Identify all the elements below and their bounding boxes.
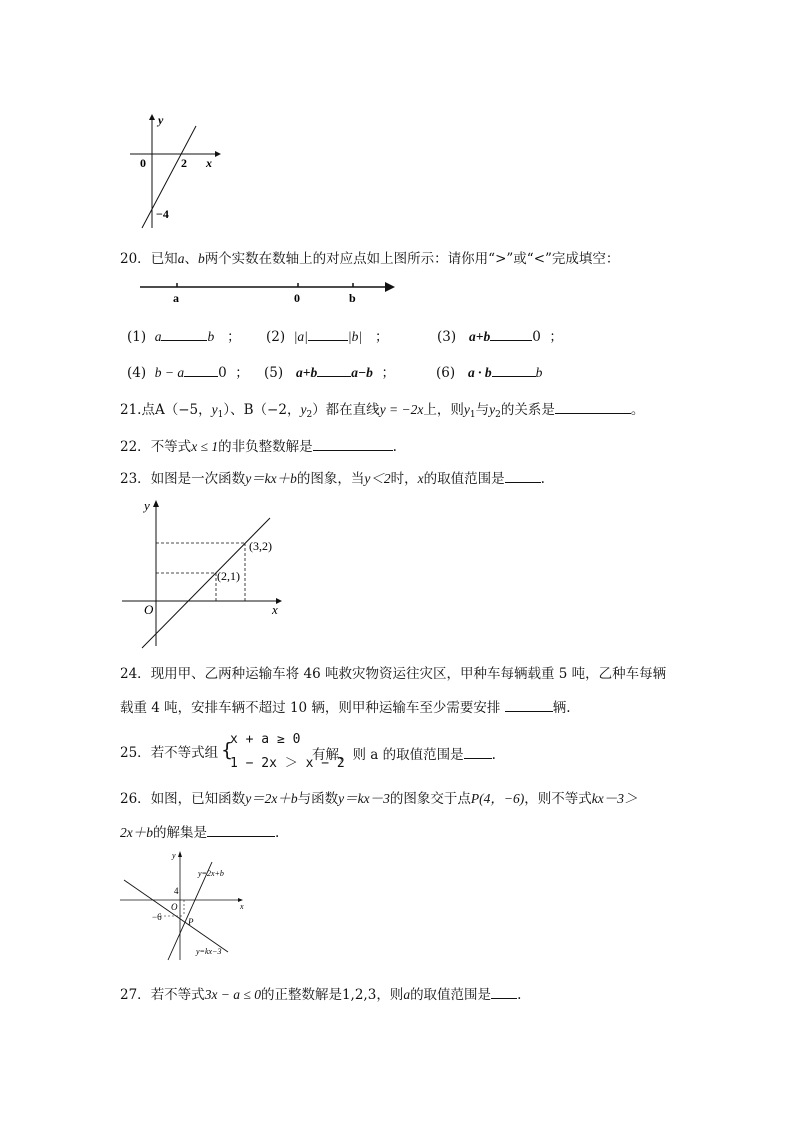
- part-num: (6): [436, 365, 456, 381]
- q20-stem: [120, 250, 619, 268]
- part-lhs: a: [154, 329, 162, 344]
- q26-tick-4: 4: [174, 886, 179, 896]
- q22-stem: [120, 436, 397, 456]
- q23-var: x: [417, 471, 424, 486]
- part-end: ；: [549, 329, 563, 345]
- answer-blank[interactable]: [492, 362, 536, 377]
- q23-point-1: (2,1): [217, 569, 240, 583]
- q23-y-label: y: [144, 498, 150, 513]
- q21-text: 的关系是: [500, 402, 555, 418]
- q25-stem-2: [312, 744, 496, 764]
- q23-text: 的取值范围是: [423, 471, 505, 487]
- q26-text: ，则不等式: [524, 791, 592, 807]
- q26-label-line-1: y=2x+b: [198, 869, 224, 878]
- q23-number: 23．: [120, 471, 151, 487]
- q26-end: .: [275, 825, 280, 841]
- q23-text: 的图象，当: [296, 471, 365, 487]
- q20-var-a: a: [177, 251, 185, 266]
- q21-text: ）都在直线: [312, 402, 380, 418]
- q21-var: y: [300, 402, 307, 417]
- q20-part-5: [264, 362, 395, 382]
- q26-y-label: y: [172, 851, 176, 860]
- q26-text: 与函数: [297, 791, 339, 807]
- q20-part-4: [127, 362, 249, 382]
- q23-x-label: x: [272, 602, 278, 617]
- part-end: ；: [374, 329, 389, 345]
- q26-line-1: [120, 790, 638, 808]
- q26-text: 的解集是: [153, 825, 207, 841]
- q20-part-3: [437, 326, 563, 346]
- q25-answer-blank[interactable]: [464, 744, 492, 759]
- answer-blank[interactable]: [308, 326, 348, 341]
- part-lhs: b − a: [154, 365, 185, 380]
- q21-sub: 1: [217, 410, 224, 420]
- q26-text: 的图象交于点: [389, 791, 471, 807]
- q20-sep: 、: [184, 251, 198, 267]
- q27-solutions: 1,2,3: [341, 987, 377, 1003]
- q27-text: ，则: [376, 987, 404, 1003]
- q20-text-1: 已知: [150, 251, 178, 267]
- q26-function-1: y＝2x＋b: [245, 791, 298, 806]
- q21-var: y: [211, 402, 218, 417]
- q21-text: ）、B（−2，: [223, 402, 301, 418]
- q23-condition: y＜2: [364, 471, 391, 486]
- part-rhs: 0: [532, 329, 541, 345]
- q26-answer-blank[interactable]: [207, 822, 275, 837]
- q24-line-1: [120, 665, 666, 683]
- fig19-y-label: y: [158, 113, 164, 127]
- q25-end: .: [491, 747, 496, 763]
- part-lhs: a+b: [469, 329, 491, 344]
- q22-number: 22．: [120, 439, 151, 455]
- fig19-x-intercept: 2: [181, 156, 187, 170]
- q21-var: y: [489, 402, 496, 417]
- answer-blank[interactable]: [317, 362, 351, 377]
- q27-text: 的正整数解是: [260, 987, 342, 1003]
- q27-number: 27．: [120, 987, 151, 1003]
- label-b: b: [349, 291, 356, 305]
- q27-end: .: [517, 987, 522, 1003]
- part-num: (3): [437, 329, 457, 345]
- part-end: ；: [381, 365, 395, 381]
- q21-stem: [120, 399, 644, 424]
- q26-inequality: 2x＋b: [120, 825, 153, 840]
- fig19-y-intercept: −4: [156, 207, 169, 221]
- part-lhs: a · b: [468, 365, 492, 380]
- fig19-x-label: x: [206, 156, 212, 170]
- q24-text: 辆.: [552, 700, 571, 716]
- q26-point-p: P: [188, 917, 194, 927]
- fig19-graph: [120, 112, 230, 232]
- q22-inequality: x ≤ 1: [191, 439, 219, 454]
- q27-var-a: a: [403, 987, 411, 1002]
- fig19-line: [142, 126, 196, 228]
- part-num: (5): [264, 365, 284, 381]
- q21-equation: y = −2x: [379, 402, 424, 417]
- q20-text-2: 两个实数在数轴上的对应点如上图所示：请你用“>”或“<”完成填空：: [204, 251, 620, 267]
- part-rhs: |b|: [347, 329, 363, 344]
- q26-inequality: kx－3＞: [591, 791, 638, 806]
- part-num: (2): [266, 329, 286, 345]
- q26-number: 26．: [120, 791, 151, 807]
- q25-text: 有解，则 a 的取值范围是: [312, 747, 464, 763]
- part-num: (1): [127, 329, 147, 345]
- q21-var: y: [463, 402, 470, 417]
- q22-end: .: [392, 439, 397, 455]
- q26-line-2: [120, 822, 279, 842]
- part-rhs: 0: [218, 365, 227, 381]
- q23-answer-blank[interactable]: [505, 468, 541, 483]
- q27-text: 的取值范围是: [410, 987, 492, 1003]
- q27-text: 若不等式: [150, 987, 205, 1003]
- q20-var-b: b: [197, 251, 205, 266]
- q26-origin: O: [171, 902, 178, 912]
- q20-part-6: [436, 362, 542, 382]
- answer-blank[interactable]: [184, 362, 218, 377]
- q24-text: 现用甲、乙两种运输车将 46 吨救灾物资运往灾区，甲种车每辆载重 5 吨，乙种车每辆: [150, 666, 667, 682]
- q23-text: 如图是一次函数: [150, 471, 246, 487]
- q23-end: .: [540, 471, 545, 487]
- q26-tick-minus6: −6: [152, 912, 162, 922]
- part-lhs: a+b: [296, 365, 318, 380]
- q21-end: 。: [630, 402, 645, 418]
- q23-function: y＝kx＋b: [245, 471, 297, 486]
- q23-stem: [120, 468, 545, 488]
- q21-sub: 2: [495, 410, 501, 420]
- part-end: ；: [227, 329, 241, 345]
- q24-answer-blank[interactable]: [505, 697, 553, 712]
- q23-graph: [118, 496, 288, 651]
- label-a: a: [173, 291, 179, 305]
- q22-text: 不等式: [150, 439, 192, 455]
- q25-stem-1: [120, 744, 218, 762]
- q26-point: P(4，−6): [470, 791, 525, 806]
- q21-sub: 1: [469, 410, 476, 420]
- q24-line-2: [120, 697, 571, 717]
- q23-origin: O: [144, 602, 154, 617]
- part-end: ；: [235, 365, 249, 381]
- answer-blank[interactable]: [161, 326, 207, 341]
- q25-text: 若不等式组: [150, 745, 219, 761]
- q20-part-2: [266, 326, 388, 346]
- q25-number: 25．: [120, 745, 151, 761]
- q21-sub: 2: [306, 410, 313, 420]
- q25-row-2: 1 − 2x ＞ x − 2: [230, 756, 345, 771]
- q20-number-line: [135, 278, 405, 308]
- q23-text: 时，: [390, 471, 418, 487]
- q21-text: 上，则: [423, 402, 464, 418]
- part-num: (4): [127, 365, 147, 381]
- q24-number: 24．: [120, 666, 151, 682]
- q25-brace: {: [221, 739, 234, 761]
- q21-text: 与: [475, 402, 490, 418]
- q27-inequality: 3x − a ≤ 0: [204, 987, 261, 1002]
- q26-label-line-2: y=kx−3: [196, 947, 222, 956]
- q23-point-2: (3,2): [249, 539, 272, 553]
- q25-row-1: x + a ≥ 0: [230, 732, 301, 747]
- q22-text: 的非负整数解是: [218, 439, 313, 455]
- q26-function-2: y＝kx－3: [338, 791, 390, 806]
- part-lhs: |a|: [293, 329, 308, 344]
- label-zero: 0: [294, 291, 300, 305]
- fig19-origin: 0: [140, 156, 146, 170]
- q26-x-label: x: [240, 902, 244, 911]
- part-rhs: b: [207, 329, 215, 344]
- number-line-arrow: [385, 282, 395, 292]
- q27-answer-blank[interactable]: [491, 984, 517, 999]
- q23-line: [142, 518, 270, 648]
- q21-text: 点A（−5，: [141, 402, 212, 418]
- answer-blank[interactable]: [490, 326, 532, 341]
- q27-stem: [120, 984, 521, 1004]
- part-rhs: a−b: [351, 365, 373, 380]
- part-rhs: b: [535, 365, 543, 380]
- q26-text: 如图，已知函数: [150, 791, 246, 807]
- q21-answer-blank[interactable]: [555, 399, 631, 414]
- q26-graph: [116, 848, 256, 968]
- q20-number: 20．: [120, 251, 151, 267]
- q20-part-1: [127, 326, 241, 346]
- q21-number: 21.: [120, 402, 142, 418]
- q22-answer-blank[interactable]: [313, 436, 393, 451]
- q24-text: 载重 4 吨，安排车辆不超过 10 辆，则甲种运输车至少需要安排: [120, 700, 501, 716]
